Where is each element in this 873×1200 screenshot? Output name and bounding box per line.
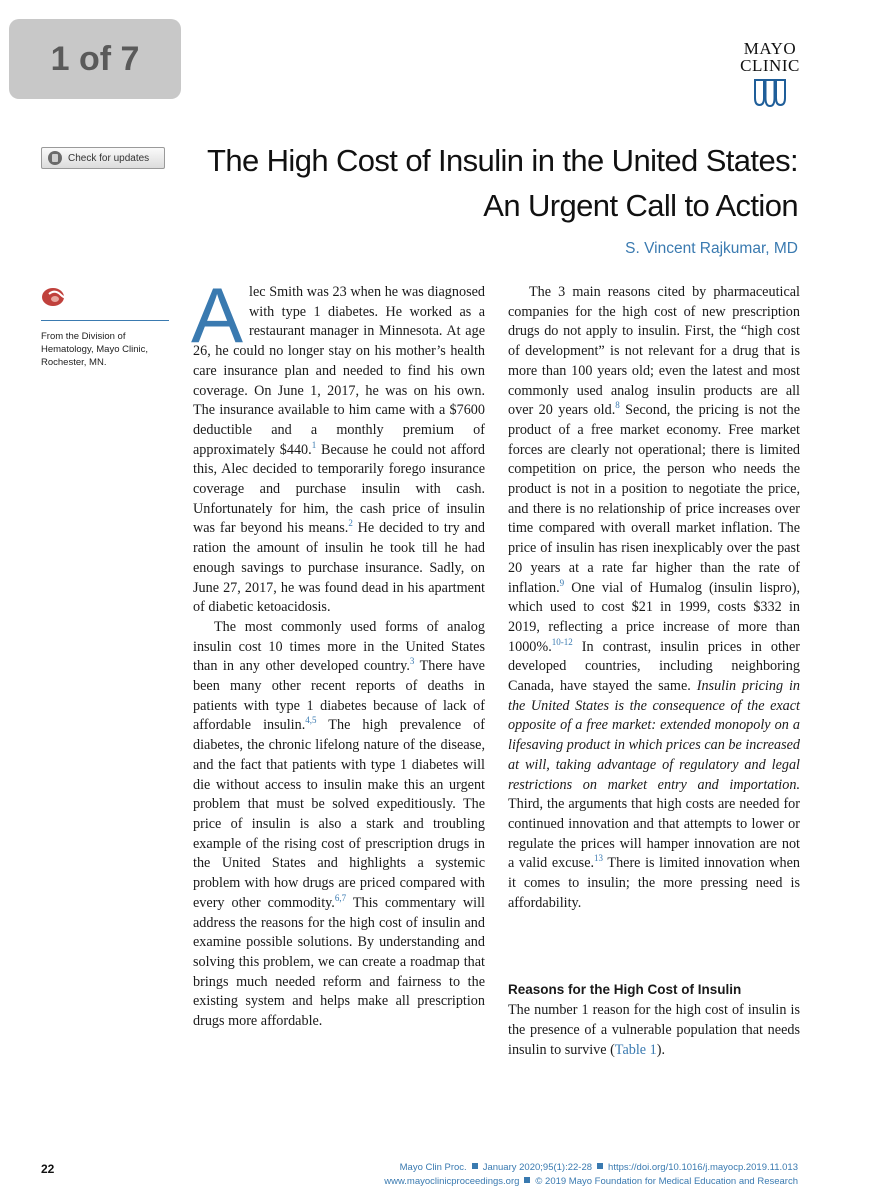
text-run: One vial of Humalog (insulin lispro), which used to cost $21 in 1999, costs $332 in 2019, reflecting a price increase of more than 1000%.: [508, 579, 800, 655]
text-run: There have been many other recent reports of deaths in patients with type 1 diabetes because of lack of affordable insulin.: [193, 658, 485, 734]
body-column-left: [191, 271, 486, 1032]
shield-icon: [753, 78, 787, 108]
copyright-text: © 2019 Mayo Foundation for Medical Education and Research: [535, 1176, 798, 1187]
text-run: The number 1 reason for the high cost of insulin is the presence of a vulnerable population that needs insulin to survive (: [508, 1002, 800, 1058]
page-number: 22: [41, 1162, 55, 1176]
check-for-updates-button[interactable]: [41, 147, 165, 169]
citation-link[interactable]: 4,5: [305, 715, 317, 726]
text-run: Third, the arguments that high costs are needed for continued innovation and that attempts to lower or regulate the prices will hamper innovation are not a valid excuse.: [508, 796, 800, 872]
article-title: [158, 138, 798, 228]
crossmark-icon: [48, 151, 62, 165]
body-column-right: [508, 283, 800, 1060]
citation-link[interactable]: 1: [311, 439, 317, 450]
title-line-2: An Urgent Call to Action: [483, 188, 798, 223]
text-run: There is limited innovation when it comes to insulin; the more pressing need is affordability.: [508, 855, 800, 911]
title-line-1: The High Cost of Insulin in the United States:: [206, 143, 798, 178]
text-run: The high prevalence of diabetes, the chronic lifelong nature of the disease, and the fact that patients with type 1 diabetes will die without access to insulin make this an urgent problem that must be solved expeditiously. The price of insulin is also a stark and troubling example of the rising cost of prescription drugs in the United States and highlights a systemic problem with how drugs are priced compared with every other commodity.: [193, 717, 485, 911]
text-run: This commentary will address the reasons for the high cost of insulin and examine possible solutions. By understanding and solving this problem, we can create a roadmap that brings much needed reform and fairness to the existing system and helps make all prescription drugs more affordable.: [193, 894, 485, 1030]
website-link[interactable]: www.mayoclinicproceedings.org: [384, 1176, 520, 1187]
citation-link[interactable]: 9: [559, 577, 565, 588]
text-run: He decided to try and ration the amount of insulin he took till he had enough savings to purchase insurance. Sadly, on June 27, 2017, he was found dead in his apartment of diabetic ketoacidosis.: [193, 520, 486, 616]
citation-link[interactable]: 6,7: [334, 892, 347, 903]
organ-icon: [41, 285, 71, 309]
affiliation-divider: [41, 320, 169, 321]
footer-citation: [400, 1162, 798, 1173]
citation-link[interactable]: 2: [348, 518, 353, 529]
citation-link[interactable]: 10-12: [551, 636, 573, 647]
square-bullet-icon: [597, 1163, 603, 1169]
paragraph: [508, 1001, 800, 1060]
logo-text-line2: CLINIC: [740, 56, 800, 75]
logo-text-line1: MAYO: [743, 39, 797, 58]
square-bullet-icon: [524, 1177, 530, 1183]
issue-info: January 2020;95(1):22-28: [482, 1162, 593, 1173]
check-for-updates-label: Check for updates: [68, 152, 150, 164]
table-link[interactable]: Table 1: [614, 1041, 657, 1058]
doi-link[interactable]: https://doi.org/10.1016/j.mayocp.2019.11.013: [608, 1162, 798, 1173]
paragraph: [193, 618, 485, 1032]
text-run: Because he could not afford this, Alec decided to temporarily forego insurance coverage and purchase insulin with cash. Unfortunately for him, the cash price of insulin was far beyond his means.: [193, 441, 485, 537]
text-run: In contrast, insulin prices in other developed countries, including neighboring Canada, have stayed the same.: [508, 638, 800, 695]
citation-link[interactable]: 8: [615, 400, 620, 411]
paragraph: [191, 271, 486, 618]
citation-link[interactable]: 13: [594, 853, 604, 864]
text-run: lec Smith was 23 when he was diagnosed with type 1 diabetes. He worked as a restaurant manager in Minnesota. At age 26, he could no longer stay on his mother’s health care insurance plan and needed to find his own coverage. On June 1, 2017, he was on his own. The insurance available to him came with a $7600 deductible and a monthly premium of approximately $440.: [193, 284, 485, 458]
citation-link[interactable]: 3: [409, 656, 415, 667]
affiliation-note: From the Division of Hematology, Mayo Clinic, Rochester, MN.: [41, 331, 149, 368]
section-heading: Reasons for the High Cost of Insulin: [508, 981, 742, 997]
text-run: The most commonly used forms of analog insulin cost 10 times more in the United States than in any other developed country.: [193, 618, 485, 675]
text-run: Second, the pricing is not the product of a free market economy. Free market forces are clearly not operational; there is limited competition on price, the person who needs the product is not in a position to negotiate the price, and there is no relationship of price increases over time compared with overall market inflation. The price of insulin has risen inexplicably over the past 20 years at a rate far higher than the rate of inflation.: [508, 402, 800, 596]
author-name[interactable]: S. Vincent Rajkumar, MD: [625, 240, 798, 257]
text-run: ).: [656, 1041, 666, 1058]
mayo-clinic-logo: [730, 40, 810, 108]
paragraph: [508, 283, 800, 914]
journal-name: Mayo Clin Proc.: [399, 1162, 467, 1173]
italic-emphasis: Insulin pricing in the United States is the consequence of the exact opposite of a free market: extended monopoly on a lifesaving product in which prices can be increased at will, taking advantage of regulatory and legal restrictions on market entry and importation.: [508, 678, 800, 793]
text-run: The 3 main reasons cited by pharmaceutical companies for the high cost of new prescription drugs do not apply to insulin. First, the “high cost of development” is not relevant for a drug that is more than 100 years old; even the latest and most commonly used analog insulin products are all over 20 years old.: [508, 284, 800, 419]
square-bullet-icon: [472, 1163, 478, 1169]
footer-publisher: [384, 1176, 798, 1187]
page-counter-badge: 1 of 7: [9, 19, 181, 99]
drop-cap: A: [191, 271, 244, 359]
